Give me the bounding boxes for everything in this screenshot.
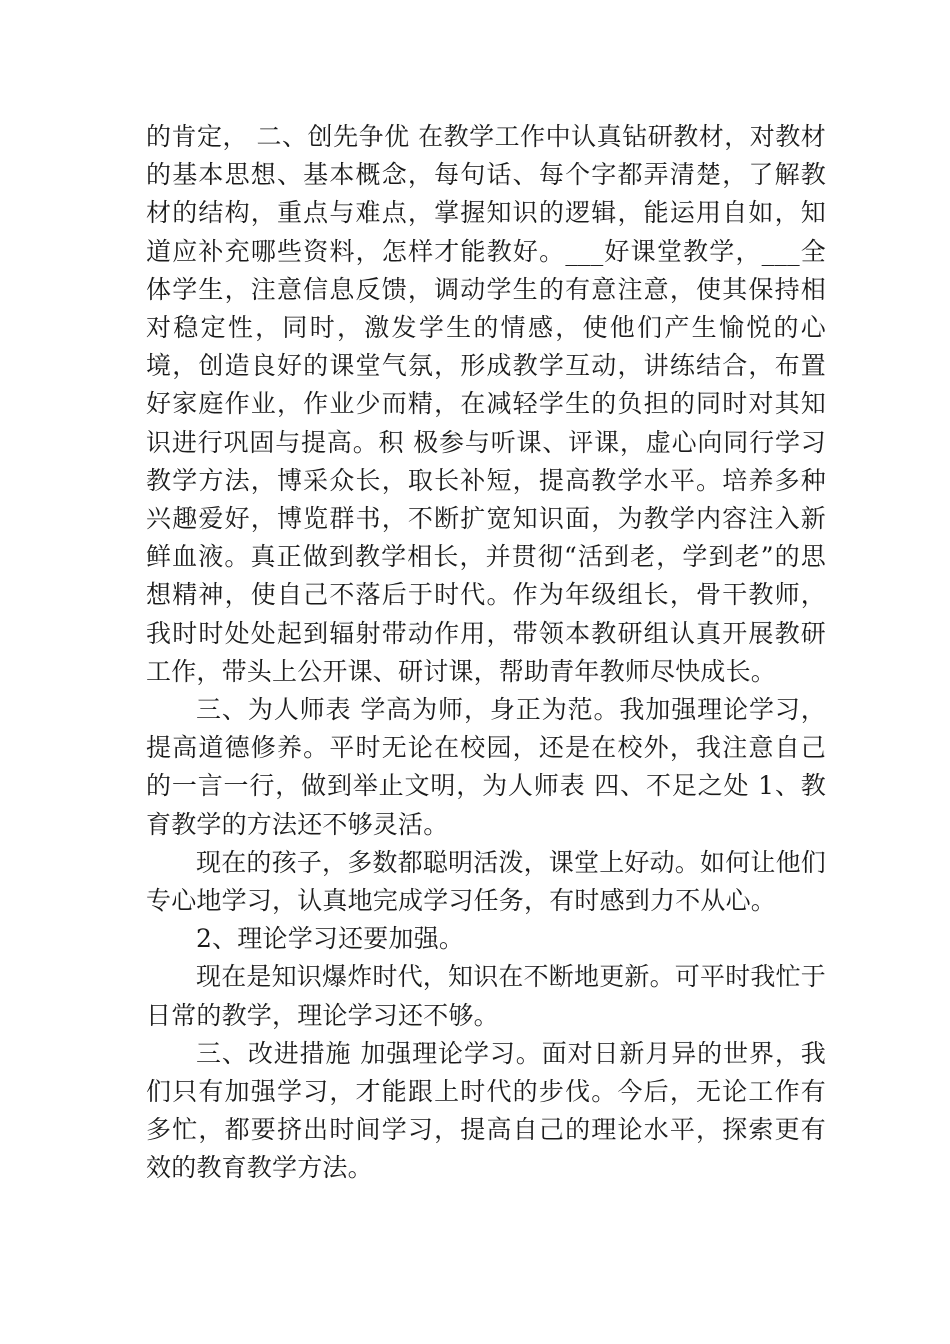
paragraph-6: 三、改进措施 加强理论学习。面对日新月异的世界，我们只有加强学习，才能跟上时代的步伐。今后，无论工作有多忙，都要挤出时间学习，提高自己的理论水平，探索更有效的教育教学方法。 — [146, 1038, 826, 1183]
paragraph-3: 现在的孩子，多数都聪明活泼，课堂上好动。如何让他们专心地学习，认真地完成学习任务，有时感到力不从心。 — [146, 847, 827, 916]
paragraph-4: 2、理论学习还要加强。 — [196, 924, 465, 954]
paragraph-1: 的肯定， 二、创先争优 在教学工作中认真钻研教材，对教材的基本思想、基本概念，每句话、每个字都弄清楚，了解教材的结构，重点与难点，掌握知识的逻辑，能运用自如，知道应补充哪些资料，怎样才能教好。___好课堂教学，___全体学生，注意信息反馈，调动学生的有意注意，使其保持相对稳定性，同时，激发学生的情感，使他们产生愉悦的心境，创造良好的课堂气氛，形成教学互动，讲练结合，布置好家庭作业，作业少而精，在减轻学生的负担的同时对其知识进行巩固与提高。积 极参与听课、评课，虚心向同行学习教学方法，博采众长，取长补短，提高教学水平。培养多种兴趣爱好，博览群书，不断扩宽知识面，为教学内容注入新鲜血液。真正做到教学相长，并贯彻“活到老，学到老”的思想精神，使自己不落后于时代。作为年级组长，骨干教师，我时时处处起到辐射带动作用，带领本教研组认真开展教研工作，带头上公开课、研讨课，帮助青年教师尽快成长。 — [146, 122, 826, 686]
document-body — [146, 118, 826, 1188]
paragraph-2: 三、为人师表 学高为师，身正为范。我加强理论学习，提高道德修养。平时无论在校园，还是在校外，我注意自己的一言一行，做到举止文明，为人师表 四、不足之处 1、教育教学的方法还不够灵活。 — [146, 695, 826, 839]
paragraph-5: 现在是知识爆炸时代，知识在不断地更新。可平时我忙于日常的教学，理论学习还不够。 — [146, 962, 827, 1030]
